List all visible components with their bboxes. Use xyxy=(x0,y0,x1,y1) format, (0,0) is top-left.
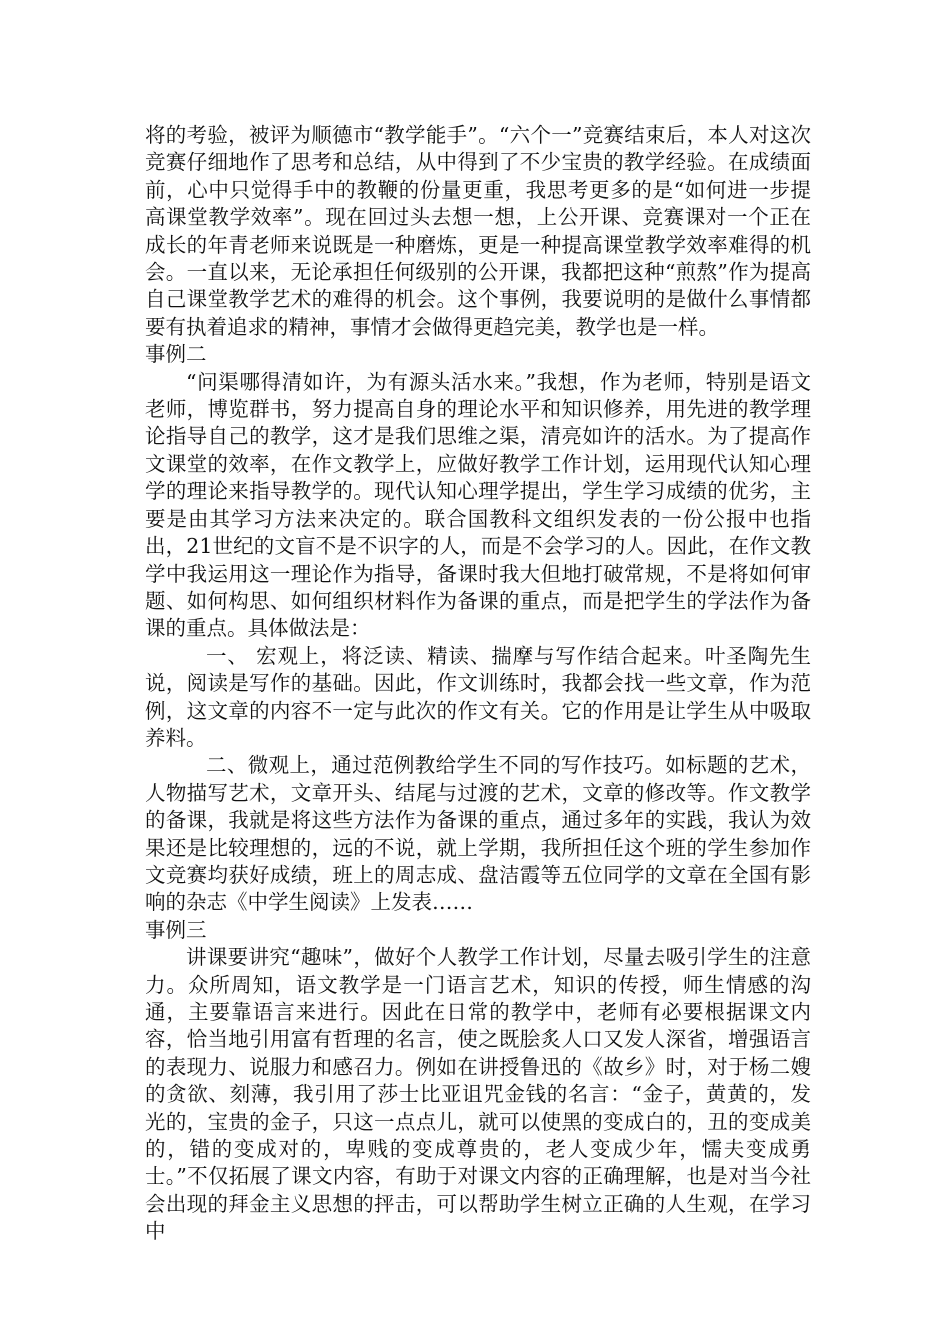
list-item-micro: 二、微观上，通过范例教给学生不同的写作技巧。如标题的艺术，人物描写艺术，文章开头、结尾与过渡的艺术，文章的修改等。作文教学的备课，我就是将这些方法作为备课的重点，通过多年的实践，我认为效果还是比较理想的，远的不说，就上学期，我所担任这个班的学生参加作文竞赛均获好成绩，班上的周志成、盘洁霞等五位同学的文章在全国有影响的杂志《中学生阅读》上发表…… xyxy=(145,753,811,915)
paragraph-example-2-body: “问渠哪得清如许，为有源头活水来。”我想，作为老师，特别是语文老师，博览群书，努力提高自身的理论水平和知识修养，用先进的教学理论指导自己的教学，这才是我们思维之渠，清亮如许的活水。为了提高作文课堂的效率，在作文教学上，应做好教学工作计划，运用现代认知心理学的理论来指导教学的。现代认知心理学提出，学生学习成绩的优劣，主要是由其学习方法来决定的。联合国教科文组织发表的一份公报中也指出，21世纪的文盲不是不识字的人，而是不会学习的人。因此，在作文教学中我运用这一理论作为指导，备课时我大但地打破常规，不是将如何审题、如何构思、如何组织材料作为备课的重点，而是把学生的学法作为备课的重点。具体做法是： xyxy=(145,369,811,641)
document-page xyxy=(145,122,811,1246)
paragraph-example-3-body: 讲课要讲究“趣味”，做好个人教学工作计划，尽量去吸引学生的注意力。众所周知，语文教学是一门语言艺术，知识的传授，师生情感的沟通，主要靠语言来进行。因此在日常的教学中，老师有必要根据课文内容，恰当地引用富有哲理的名言，使之既脍炙人口又发人深省，增强语言的表现力、说服力和感召力。例如在讲授鲁迅的《故乡》时，对于杨二嫂的贪欲、刻薄，我引用了莎士比亚诅咒金钱的名言：“金子，黄黄的，发光的，宝贵的金子，只这一点点儿，就可以使黑的变成白的，丑的变成美的，错的变成对的，卑贱的变成尊贵的，老人变成少年，懦夫变成勇士。”不仅拓展了课文内容，有助于对课文内容的正确理解，也是对当今社会出现的拜金主义思想的抨击，可以帮助学生树立正确的人生观，在学习中 xyxy=(145,945,811,1244)
paragraph-opening: 将的考验，被评为顺德市“教学能手”。“六个一”竞赛结束后，本人对这次竞赛仔细地作了思考和总结，从中得到了不少宝贵的教学经验。在成绩面前，心中只觉得手中的教鞭的份量更重，我思考更多的是“如何进一步提高课堂教学效率”。现在回过头去想一想，上公开课、竞赛课对一个正在成长的年青老师来说既是一种磨炼，更是一种提高课堂教学效率难得的机会。一直以来，无论承担任何级别的公开课，我都把这种“煎熬”作为提高自己课堂教学艺术的难得的机会。这个事例，我要说明的是做什么事情都要有执着追求的精神，事情才会做得更趋完美，教学也是一样。 xyxy=(145,123,811,339)
list-item-macro: 一、 宏观上，将泛读、精读、揣摩与写作结合起来。叶圣陶先生说，阅读是写作的基础。因此，作文训练时，我都会找一些文章，作为范例，这文章的内容不一定与此次的作文有关。它的作用是让学生从中吸取养料。 xyxy=(145,643,811,750)
section-heading-example-3: 事例三 xyxy=(145,917,207,942)
section-heading-example-2: 事例二 xyxy=(145,342,207,367)
